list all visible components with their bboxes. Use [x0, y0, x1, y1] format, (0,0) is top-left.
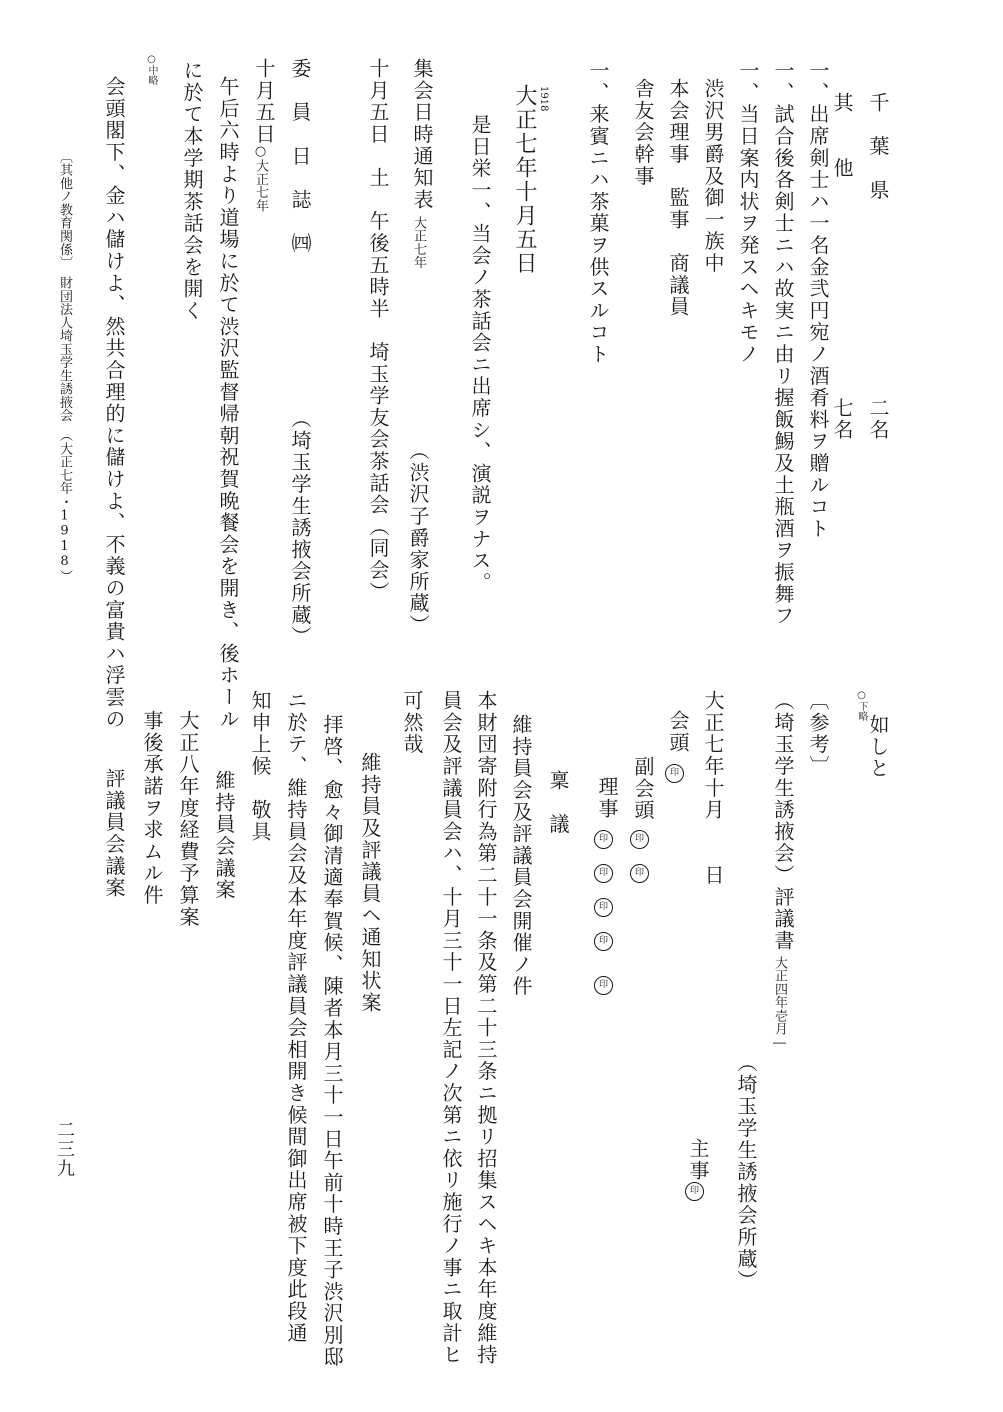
list-item: 事後承諾ヲ求ムル件	[140, 710, 164, 907]
text-line: 拝啓、愈々御清適奉賀候、陳者本月三十一日午前十時王子渋沢別邸	[320, 714, 344, 1368]
text-line: 本会理事 監事 商議員	[666, 78, 690, 318]
text-line: 午后六時より道場に於て渋沢監督帰朝祝賀晩餐会を開き、後ホール	[216, 76, 240, 730]
text-line: 維持員及評議員ヘ通知状案	[358, 752, 382, 1014]
text-line: 其 他 七名	[830, 92, 854, 441]
text-line: 員会及評議員会ハ、十月三十一日左記ノ次第ニ依リ施行ノ事ニ取計ヒ	[439, 690, 463, 1366]
text-line: 如しと	[866, 714, 890, 780]
text-line: 一、当日案内状ヲ発スヘキモノ	[736, 60, 760, 366]
text-line: 本財団寄附行為第二十一条及第二十三条ニ拠リ招集スヘキ本年度維持	[474, 690, 498, 1366]
seal-icon: 印	[630, 864, 649, 883]
document-title: （埼玉学生誘掖会）評議書	[771, 690, 795, 952]
omission-note: ○下略	[856, 690, 867, 721]
section-heading: 稟 議	[546, 770, 570, 836]
document-title: 委 員 日 誌 ㈣	[288, 58, 312, 255]
role-label: 理事	[595, 776, 619, 820]
seal-icon: 印	[594, 976, 613, 995]
text-line: 維持員会及評議員会開催ノ件	[509, 714, 533, 998]
source-note: （渋沢子爵家所蔵）	[406, 440, 430, 637]
seal-icon: 印	[594, 864, 613, 883]
source-note: （埼玉学生誘掖会所蔵）	[288, 408, 312, 648]
text-line: 是日栄一、当会ノ茶話会ニ出席シ、演説ヲナス。	[468, 114, 492, 594]
role-label: 会頭	[666, 710, 690, 754]
text-line: ニ於テ、維持員会及本年度評議員会相開き候間御出席被下度此段通	[284, 690, 308, 1344]
seal-icon: 印	[630, 830, 649, 849]
seal-icon: 印	[594, 830, 613, 849]
era-note: ○大正七年	[253, 144, 268, 213]
role-label: 副会頭	[631, 756, 655, 822]
seal-icon: 印	[685, 1182, 704, 1201]
text-line: 千 葉 県 二名	[866, 92, 890, 441]
running-header: 〔其他ノ教育関係〕 財団法人埼玉学生誘掖会 （大正七年・1918）	[57, 150, 72, 583]
date-line: 大正七年十月 日	[701, 690, 725, 887]
text-line: 一、出席剣士ハ一名金弐円宛ノ酒肴料ヲ贈ルコト	[806, 60, 830, 540]
list-item: 維持員会議案	[212, 770, 236, 901]
text-line: に於て本学期茶話会を開く	[180, 60, 204, 322]
year-note: 1918	[538, 86, 549, 112]
date-line: 十月五日	[252, 58, 276, 146]
page-number: 二三九	[54, 1120, 75, 1179]
text-line: 可然哉	[400, 690, 424, 756]
text-line: 渋沢男爵及御一族中	[701, 78, 725, 275]
era-note: 大正七年	[411, 216, 426, 270]
source-note: （埼玉学生誘掖会所蔵）	[734, 1052, 758, 1292]
text-line: 知申上候 敬具	[248, 690, 272, 843]
date-heading: 大正七年十月五日	[512, 84, 537, 276]
reference-label: 〔参考〕	[806, 690, 830, 778]
omission-note: ○中略	[146, 54, 157, 85]
seal-icon: 印	[665, 764, 684, 783]
list-item: 評議員会議案	[102, 768, 126, 899]
era-note: 大正四年壱月―	[772, 956, 787, 1051]
role-label: 主事	[686, 1138, 710, 1182]
text-line: 十月五日 土 午後五時半 埼玉学友会茶話会（同会）	[366, 58, 390, 603]
list-item: 大正八年度経費予算案	[176, 710, 200, 928]
text-line: 一、来賓ニハ茶菓ヲ供スルコト	[586, 60, 610, 366]
text-line: 舎友会幹事	[631, 78, 655, 187]
seal-icon: 印	[594, 932, 613, 951]
seal-icon: 印	[594, 898, 613, 917]
text-line: 会頭閣下、金ハ儲けよ、然共合理的に儲けよ、不義の富貴ハ浮雲の	[102, 76, 126, 730]
document-title: 集会日時通知表	[410, 58, 434, 211]
text-line: 一、試合後各剣士ニハ故実ニ由リ握飯鯣及土瓶酒ヲ振舞フ	[771, 60, 795, 627]
